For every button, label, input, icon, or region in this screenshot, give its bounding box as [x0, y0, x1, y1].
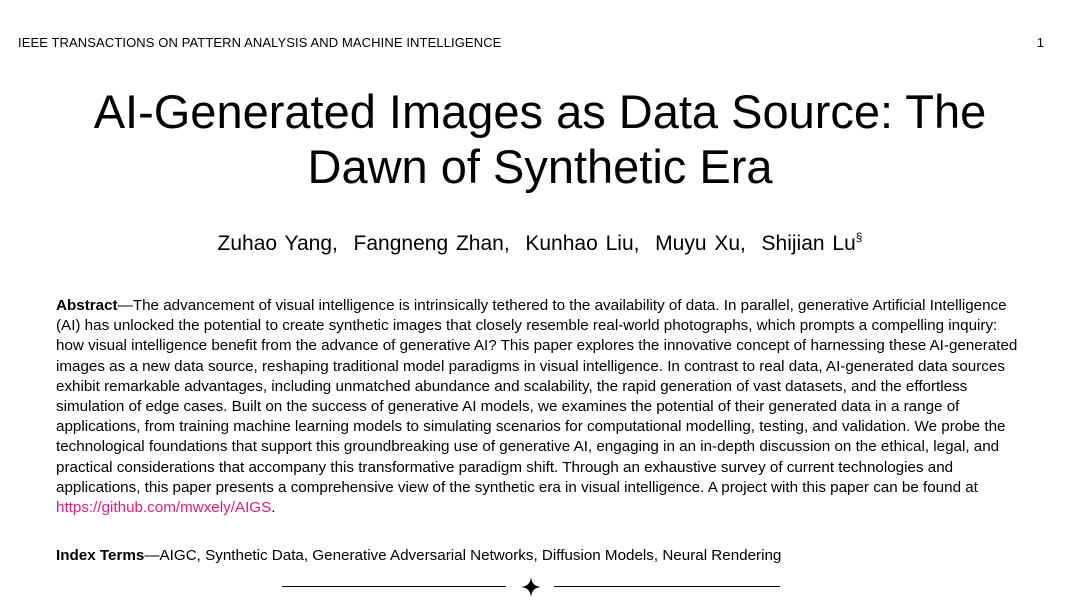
index-terms	[56, 546, 1026, 566]
index-terms-text: AIGC, Synthetic Data, Generative Adversarial Networks, Diffusion Models, Neural Rendering	[159, 547, 782, 564]
author-list: Zuhao Yang, Fangneng Zhan, Kunhao Liu, Muyu Xu, Shijian Lu§	[217, 230, 863, 255]
section-divider	[282, 576, 782, 598]
author-name: Zuhao Yang	[217, 232, 333, 255]
author-name: Kunhao Liu	[525, 232, 634, 255]
abstract-label: Abstract	[56, 297, 118, 314]
abstract	[56, 296, 1026, 518]
page-number: 1	[1036, 35, 1044, 50]
index-terms-dash: —	[144, 547, 160, 564]
paper-title-line-2: Dawn of Synthetic Era	[307, 140, 773, 193]
four-point-star-icon	[520, 576, 542, 598]
paper-title-line-1: AI-Generated Images as Data Source: The	[93, 85, 987, 138]
index-terms-label: Index Terms	[56, 547, 145, 564]
journal-running-head: IEEE TRANSACTIONS ON PATTERN ANALYSIS AND MACHINE INTELLIGENCE	[18, 35, 502, 50]
paper-title	[0, 84, 1080, 194]
author-name: Muyu Xu	[655, 232, 741, 255]
project-link[interactable]: https://github.com/mwxely/AIGS	[56, 499, 272, 517]
author-name: Shijian Lu	[761, 232, 856, 255]
abstract-text: The advancement of visual intelligence is intrinsically tethered to the availability of data. In parallel, generative Artificial Intelligence (AI) has unlocked the potential to create synthetic images that closely resemble real-world photographs, which prompts a compelling inquiry: how visual intelligence benefit from the advance of generative AI? This paper explores the innovative concept of harnessing these AI-generated images as a new data source, reshaping traditional model paradigms in visual intelligence. In contrast to real data, AI-generated data sources exhibit remarkable advantages, including unmatched abundance and scalability, the rapid generation of vast datasets, and the effortless simulation of edge cases. Built on the success of generative AI models, we examines the potential of their generated data in a range of applications, from training machine learning models to simulating scenarios for computational modelling, testing, and validation. We probe the technological foundations that support this groundbreaking use of generative AI, engaging in an in-depth discussion on the ethical, legal, and practical considerations that accompany this transformative paradigm shift. Through an exhaustive survey of current technologies and applications, this paper presents a comprehensive view of the synthetic era in visual intelligence. A project with this paper can be found at	[56, 297, 1018, 496]
abstract-end: .	[271, 499, 276, 517]
corresponding-author-mark: §	[855, 230, 863, 244]
divider-rule-right	[554, 586, 780, 587]
abstract-dash: —	[117, 297, 133, 314]
divider-rule-left	[282, 586, 506, 587]
author-name: Fangneng Zhan	[353, 232, 504, 255]
